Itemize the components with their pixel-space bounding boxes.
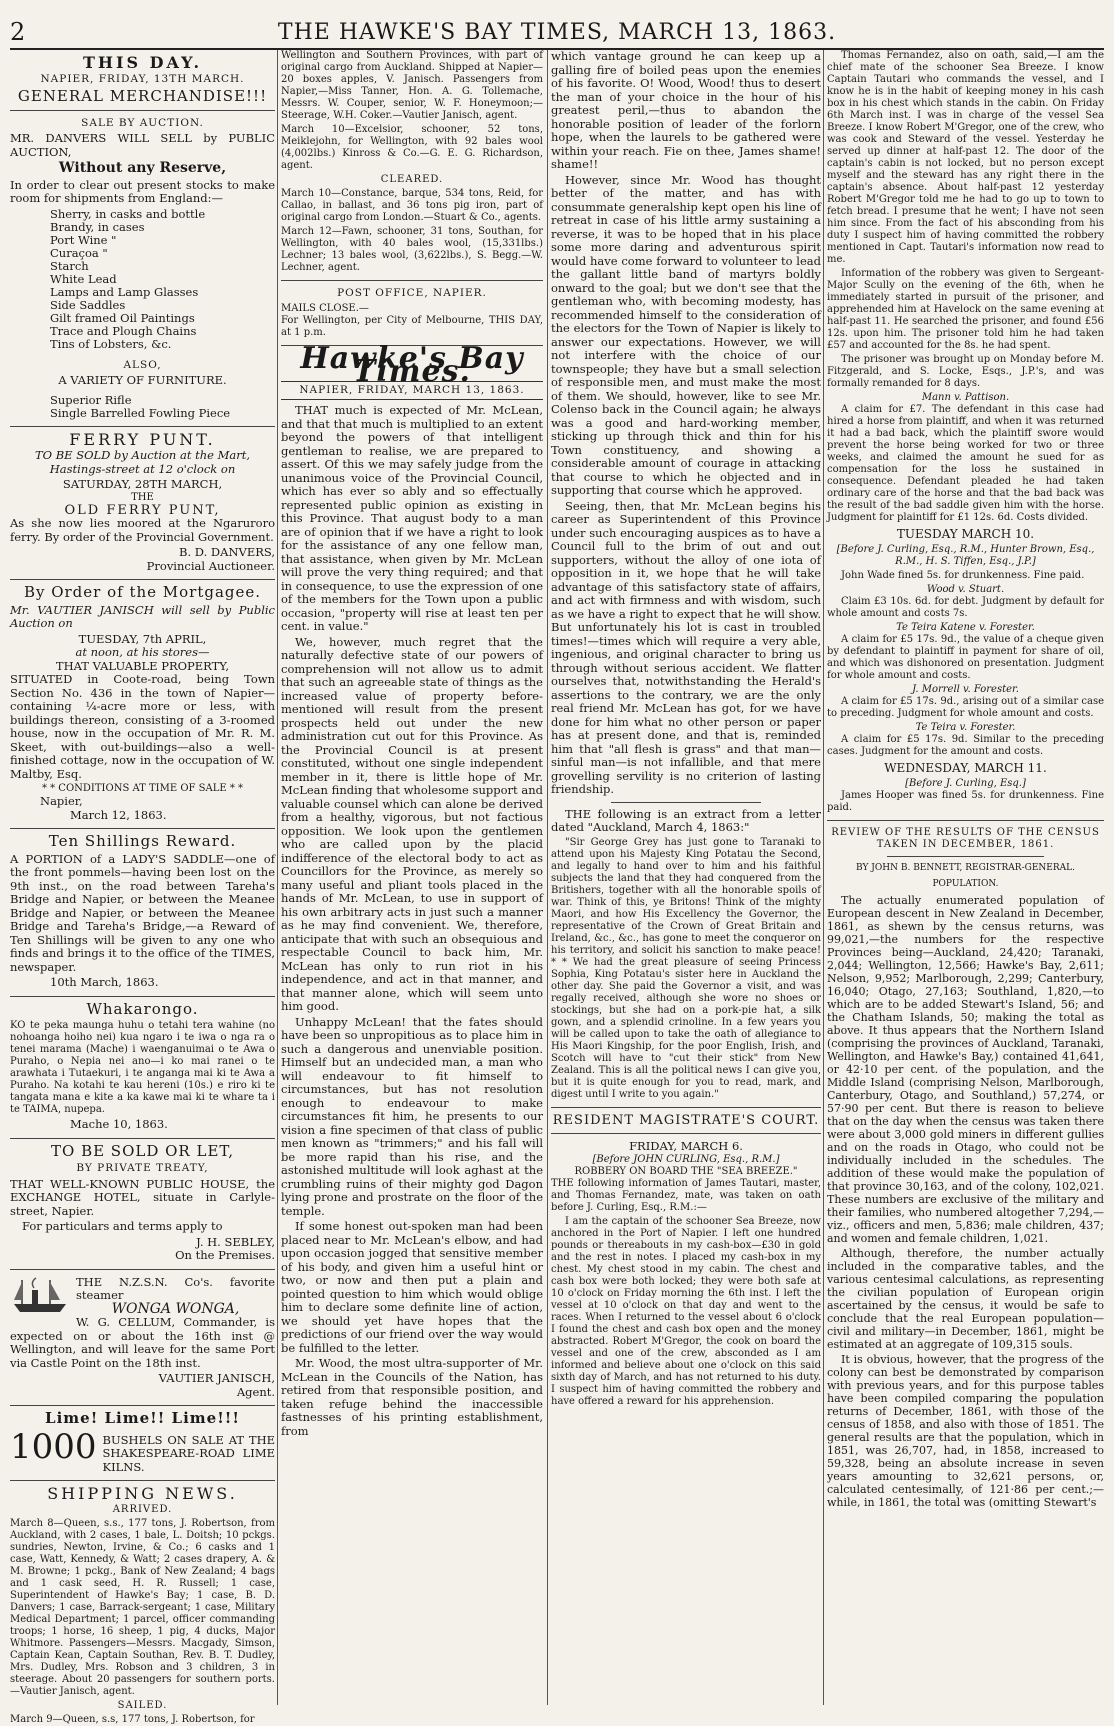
- ferry-punt-heading: FERRY PUNT.: [69, 429, 216, 449]
- wednesday-before: [Before J. Curling, Esq.]: [905, 778, 1026, 789]
- constance-entry: March 10—Constance, barque, 534 tons, Reid, for Callao, in ballast, and 36 tons pig iron, part of original cargo from London.—Stuart & Co., agents.: [281, 188, 543, 223]
- editorial-paragraph: which vantage ground he can keep up a galling fire of boiled peas upon the enemies of his favorite. O! Wood, Wood! thus to desert the man of your choice in the hour of his greatest peril,—thus to abandon the honorable position of leader of the forlorn hope, when the laurels to be gathered were within your reach. Fie on thee, James shame! shame!!: [551, 49, 821, 171]
- case-title: Te Teira Katene v. Forester.: [896, 622, 1035, 633]
- divider: [10, 1405, 275, 1406]
- case-title: Mann v. Pattison.: [921, 392, 1010, 403]
- case-text: A claim for £7. The defendant in this case had hired a horse from plaintiff, and when it was returned it had a bad back, which the plaintiff swore would prevent the horse being worked for two or three weeks, and claimed the amount he sued for as compensation for the loss he sustained in consequence. Defendant pleaded he had taken ordinary care of the horse and that the bad back was the result of the bad saddle given him with the horse. Judgment for plaintiff for £1 12s. 6d. Costs divided.: [827, 404, 1104, 523]
- mortgagee-date: TUESDAY, 7th APRIL,: [78, 631, 207, 646]
- whakarongo-date: Mache 10, 1863.: [70, 1117, 168, 1131]
- let-signature: J. H. SEBLEY,: [196, 1234, 275, 1249]
- list-item: Superior Rifle: [50, 392, 132, 407]
- letter-extract: "Sir George Grey has just gone to Taranaki to attend upon his Majesty King Potatau the Second, and legally to hand over to him and his faithful subjects the land that they had conquered from the Britishers, together with all the honorable spoils of war. Think of this, ye Britons! Think of the mighty Maori, and how His Excellency the Governor, the representative of the Crown of Great Britain and Ireland, &c., &c., has gone to meet the conqueror on his territory, and solicit his sanction to make peace! * * We had the great pleasure of seeing Princess Sophia, King Potatau's sister here in Auckland the other day. She paid the Governor a visit, and was regally received, although she wore no shoes or stockings, but she had on a pork-pie hat, a silk gown, and a splendid crinoline. In a few years you will be called upon to take the oath of allegiance to His Maori Kingship, for the poor English, Irish, and Scotch will have to "cut their stick" from New Zealand. This is all the political news I can give you, but it is quite enough for you to read, mark, and digest until I write to you again.": [551, 836, 821, 1100]
- editorial-paragraph: If some honest out-spoken man had been placed near to Mr. McLean's elbow, and had upon occasion jogged that sensitive member of his body, and given him a useful hint or two, or now and then put a plain and pointed question to him which would oblige him to declare some definite line of action, we should yet have hopes that the predictions of our friend over the way would be fulfilled to the letter.: [281, 1219, 543, 1355]
- ferry-date: SATURDAY, 28TH MARCH,: [62, 477, 223, 491]
- court-testimony: The prisoner was brought up on Monday before M. Fitzgerald, and S. Locke, Esqs., J.P.'s, and was formally remanded for 8 days.: [827, 354, 1104, 389]
- reward-heading: Ten Shillings Reward.: [48, 832, 237, 850]
- editorial-paragraph: However, since Mr. Wood has thought better of the matter, and has with consummate generalship kept open his line of retreat in case of his little army sustaining a reverse, it was to be hoped that in his place some more daring and adventurous spirit would have come forward to volunteer to lead the gallant little band of martyrs boldly onward to the goal; but we don't see that the gentleman who, with becoming modesty, has recommended himself to the consideration of the electors for the Town of Napier is likely to answer our expectations. However, we will not interfere with the choice of our townspeople; they have but a small selection of responsible men, and must make the most of them. We should, however, like to see Mr. Colenso back in the Council again; he always was a good and hard-working member, sticking up through thick and thin for his Town constituency, and showing a considerable amount of courage in attacking that course to which he objected and in supporting that course which he approved.: [551, 172, 821, 497]
- whakarongo-text: KO te peka maunga huhu o tetahi tera wahine (no nohoanga hoiho nei) kua ngaro i te iwa o nga ra o tenei marama (Mache) i waenganuimai o te Awa o Puraho, o Nepia nei ano—i ko mai ranei o te arawhata i Tutaekuri, i te anganga mai ki te Awa a Puraho. Na kotahi te kau hereni (10s.) e riro ki te tangata mana e kite a ka kawe mai ki te whare ta i te TAIMA, nupepa.: [10, 1020, 275, 1115]
- court-before: [Before JOHN CURLING, Esq., R.M.]: [592, 1153, 780, 1165]
- mortgagee-time: at noon, at his stores—: [75, 645, 210, 659]
- property-text: SITUATED in Coote-road, being Town Section No. 436 in the town of Napier—containing ¼-acre more or less, with buildings thereon, consisting of a 3-roomed house, now in the occupation of Mr. R. M. Skeet, with out-buildings—also a well-finished cottage, now in the occupation of W. Maltby, Esq.: [10, 672, 275, 781]
- divider: [10, 1480, 275, 1481]
- napier-date: March 12, 1863.: [70, 807, 167, 822]
- tuesday-before: [Before J. Curling, Esq., R.M., Hunter Brown, Esq., R.M., H. S. Tiffen, Esq., J.P.]: [836, 544, 1095, 567]
- arrived-label: ARRIVED.: [112, 1503, 173, 1515]
- sale-by-auction: SALE BY AUCTION.: [81, 116, 204, 129]
- case-title: Wood v. Stuart.: [926, 584, 1005, 595]
- without-reserve: Without any Reserve,: [58, 160, 227, 176]
- shipping-text: March 8—Queen, s.s., 177 tons, J. Robertson, from Auckland, with 2 cases, 1 bale, L. Doitsh; 10 pckgs. sundries, Newton, Irvine, & Co.; 6 casks and 1 case, Watt, Kennedy, & Watt; 2 cases drapery, A. & M. Browne; 1 pckg., Bank of New Zealand; 4 bags and 1 cask seed, H. R. Russell; 1 case, Superintendent of Hawke's Bay; 1 case, B. D. Danvers; 1 case, Barrack-sergeant; 1 case, Military Medical Department; 1 parcel, officer commanding troops; 1 horse, 16 sheep, 1 pig, 4 ducks, Major Whitmore. Passengers—Messrs. Macgady, Simson, Captain Kean, Captain Southan, Rev. B. T. Dudley, Mrs. Dudley, Mrs. Robson and 3 children, 3 in steerage. About 20 passengers for southern ports.—Vautier Janisch, agent.: [10, 1517, 275, 1697]
- this-day-heading: THIS DAY.: [82, 53, 203, 72]
- steamer-signature-title: Agent.: [236, 1384, 275, 1399]
- danvers-intro: MR. DANVERS WILL SELL by PUBLIC AUCTION,: [10, 131, 275, 159]
- list-item: Lamps and Lamp Glasses: [50, 284, 199, 299]
- ferry-text: As she now lies moored at the Ngaruroro ferry. By order of the Provincial Government.: [10, 516, 275, 544]
- editorial-paragraph: We, however, much regret that the naturally defective state of our powers of comprehension will not allow us to admit that such an agreeable state of things as the increased value of property before-mentioned will result from the present prospects held out under the new administration cut out for this Province. As the Provincial Council is at present constituted, without one single independent member in it, there is little hope of Mr. McLean finding that wholesome support and valuable counsel which can alone be derived from a healthy, vigorous, but not factious opposition. We look upon the gentlemen who are called upon by the placid indifference of the electoral body to act as Councillors for the Province, as merely so many useful and pliant tools placed in the hands of Mr. McLean, to use in support of his own arbitrary acts in just such a manner as he may find convenient. We, therefore, anticipate that with such an obsequious and respectable Council to back him, Mr. McLean has only to run riot in his independence, and act in that manner, and that manner alone, which will seem unto him good.: [281, 634, 543, 1013]
- case-text: A claim for £5 17s. 9d., arising out of a similar case to preceding. Judgment for whole amount and costs.: [827, 696, 1104, 719]
- let-signature-title: On the Premises.: [175, 1248, 275, 1262]
- column-4: [827, 50, 1104, 1705]
- divider: [10, 996, 275, 997]
- divider: [10, 1269, 275, 1270]
- court-testimony: Thomas Fernandez, also on oath, said,—I am the chief mate of the schooner Sea Breeze. I know Captain Tautari who commands the vessel, and I know he is in the habit of keeping money in his cash box in his chest which stands in the cabin. On Friday 6th March inst. I was in charge of the vessel Sea Breeze. I know Robert M'Gregor, one of the crew, who was cook and Steward of the vessel. Yesterday he served up dinner at half-past 12. The door of the captain's cabin is not locked, but no person except myself and the steward has any right there in the captain's absence. About half-past 12 yesterday Robert M'Gregor told me he had to go up to town to fetch bread. I presume that he went; I have not seen him since. From the fact of his absconding from his duty I suspect him of having committed the robbery mentioned in Capt. Tautari's information now read to me.: [827, 50, 1104, 265]
- shipping-continued: Wellington and Southern Provinces, with part of original cargo from Auckland. Shipped at Napier—20 boxes apples, V. Janisch. Passengers from Napier,—Miss Tanner, Hon. A. G. Tollemache, Messrs. W. Couper, senior, W. F. Honeymoon;—Steerage, W.H. Coker.—Vautier Janisch, agent.: [281, 50, 543, 121]
- masthead: [0, 18, 1114, 48]
- divider: [10, 1138, 275, 1139]
- column-divider: [277, 50, 278, 1705]
- private-treaty: BY PRIVATE TREATY,: [76, 1162, 209, 1174]
- ferry-signature-title: Provincial Auctioneer.: [146, 558, 275, 573]
- case-title: Te Teira v. Forester.: [915, 722, 1016, 733]
- case-text: Claim £3 10s. 6d. for debt. Judgment by default for whole amount and costs 7s.: [827, 596, 1104, 619]
- editorial-paragraph: Seeing, then, that Mr. McLean begins his career as Superintendent of this Province under such encouraging auspices as to have a Council full to the brim of out and out supporters, without the alloy of one iota of opposition in it, we hope that he will take advantage of this satisfactory state of affairs, and act with firmness and with wisdom, such as we have a right to expect that he will show. But unfortunately his lot is cast in troubled times!—times which will require a very able, ingenious, and original character to bring us through without serious accident. We flatter ourselves that, notwithstanding the Herald's assertions to the contrary, we are the only real friend Mr. McLean has got, for we have done for him what no other person or paper has at present done, and that is, reminded him that "all flesh is grass" and that man—sinful man—is not infallible, and that mere grovelling servility is no criterion of lasting friendship.: [551, 498, 821, 796]
- lime-text: BUSHELS ON SALE AT THE SHAKESPEARE-ROAD LIME KILNS.: [102, 1432, 275, 1474]
- ferry-name: OLD FERRY PUNT,: [64, 502, 221, 518]
- ferry-signature: B. D. DANVERS,: [179, 545, 275, 559]
- steamship-icon: [10, 1276, 70, 1316]
- divider: [10, 828, 275, 829]
- court-case-title: ROBBERY ON BOARD THE "SEA BREEZE.": [574, 1165, 798, 1177]
- mortgagee-intro: Mr. VAUTIER JANISCH will sell by Public Auction on: [10, 602, 275, 630]
- fawn-entry: March 12—Fawn, schooner, 31 tons, Southan, for Wellington, with 40 bales wool, (15,331lbs.) Lechner; 13 bales wool, (3,622lbs.), S. Begg.—W. Lechner, agent.: [281, 226, 543, 273]
- general-merchandise-heading: GENERAL MERCHANDISE!!!: [17, 87, 268, 105]
- lime-number: 1000: [10, 1426, 97, 1467]
- list-item: Gilt framed Oil Paintings: [50, 310, 195, 325]
- whakarongo-heading: Whakarongo.: [86, 999, 199, 1018]
- mortgagee-heading: By Order of the Mortgagee.: [23, 583, 262, 601]
- ferry-the: THE: [131, 491, 154, 503]
- census-paragraph: The actually enumerated population of European descent in New Zealand in December, 1861, as shewn by the census returns, was 99,021,—the numbers for the respective Provinces being—Auckland, 24,420; Taranaki, 2,044; Wellington, 12,566; Hawke's Bay, 2,611; Nelson, 9,952; Marlborough, 2,299; Canterbury, 16,040; Otago, 27,163; Southland, 1,820,—to which are to be added Stewart's Island, 56; and the Chatham Islands, 50; making the total as above. It thus appears that the Northern Island (comprising the provinces of Auckland, Taranaki, Wellington, and Hawke's Bay,) contained 41,641, or 42·10 per cent. of the population, and the Middle Island (comprising Nelson, Marlborough, Canterbury, Otago, and Southland,) 57,274, or 57·90 per cent. But there is reason to believe that on the day when the census was taken there were about 3,000 gold miners in different gullies and on the roads in Otago, who could not be individually included in the schedules. The addition of these would make the population of that province 30,163, and of the colony, 102,021. These numbers are exclusive of the military and their families, who numbered altogether 7,294,—viz., officers and men, 5,836; male children, 437; and women and female children, 1,021.: [827, 894, 1104, 1245]
- reward-text: A PORTION of a LADY'S SADDLE—one of the front pommels—having been lost on the 9th inst., on the road between Tareha's Bridge and Napier, or between the Meanee Bridge and Napier, or between the Meanee Bridge and Tareha's Bridge,—a Reward of Ten Shillings will be given to any one who finds and brings it to the office of the TIMES, newspaper.: [10, 851, 275, 974]
- reserve-text: In order to clear out present stocks to make room for shipments from England:—: [10, 177, 275, 205]
- editorial-paragraph: Unhappy McLean! that the fates should have been so unpropitious as to place him in such a dangerous and unenviable position. Himself but an undecided man, a man who will endeavour to fit himself to circumstances, but has not resolution enough to endeavour to make circumstances fit him, he presents to our vision a fine specimen of that class of public men known as "trimmers;" and his fall will be more rapid than his rise, and the astonished multitude will look aghast at the crumbling ruins of their mighty god Dagon lying prone and prostrate on the floor of the temple.: [281, 1014, 543, 1218]
- divider: [887, 856, 1044, 857]
- steamer-heading: THE N.Z.S.N. Co's. favorite steamer: [76, 1274, 275, 1302]
- steamer-name: WONGA WONGA,: [111, 1300, 240, 1317]
- case-text: A claim for £5 17s. 9d., the value of a cheque given by defendant to plaintiff in payment for share of oil, and which was dishonored on presentation. Judgment for whole amount and costs.: [827, 634, 1104, 681]
- extract-intro: THE following is an extract from a letter dated "Auckland, March 4, 1863:": [551, 806, 821, 834]
- post-office-heading: POST OFFICE, NAPIER.: [337, 287, 487, 299]
- tuesday-heading: TUESDAY MARCH 10.: [896, 527, 1035, 541]
- mails-text: For Wellington, per City of Melbourne, THIS DAY, at 1 p.m.: [281, 314, 543, 338]
- ferry-sold: TO BE SOLD by Auction at the Mart, Hastings-street at 12 o'clock on: [34, 448, 251, 476]
- column-2: [281, 50, 543, 1705]
- conditions: * * CONDITIONS AT TIME OF SALE * *: [41, 783, 244, 794]
- list-item: Tins of Lobsters, &c.: [50, 336, 172, 351]
- column-divider: [547, 50, 548, 1705]
- list-item: Curaçoa ": [50, 245, 108, 260]
- case-title: J. Morrell v. Forester.: [912, 684, 1019, 695]
- case-text: John Wade fined 5s. for drunkenness. Fine paid.: [841, 570, 1085, 581]
- steamer-signature: VAUTIER JANISCH,: [158, 1371, 275, 1385]
- furniture-label: A VARIETY OF FURNITURE.: [58, 373, 227, 387]
- divider: [281, 280, 543, 281]
- divider: [611, 802, 761, 803]
- steamer-text: W. G. CELLUM, Commander, is expected on or about the 16th inst @ Wellington, and will leave for the same Port via Castle Point on the 18th inst.: [10, 1315, 275, 1370]
- editorial-paragraph: Mr. Wood, the most ultra-supporter of Mr. McLean in the Councils of the Nation, has retired from that responsible position, and taken refuge behind the inaccessible fastnesses of his printing establishment, from: [281, 1356, 543, 1438]
- wednesday-heading: WEDNESDAY, MARCH 11.: [884, 761, 1047, 775]
- steamer-ad: [10, 1276, 275, 1317]
- column-1: [10, 50, 275, 1725]
- court-date: FRIDAY, MARCH 6.: [629, 1139, 743, 1153]
- let-text: THAT WELL-KNOWN PUBLIC HOUSE, the EXCHANGE HOTEL, situate in Carlyle-street, Napier.: [10, 1176, 275, 1218]
- list-item: Single Barrelled Fowling Piece: [50, 405, 231, 420]
- reward-date: 10th March, 1863.: [50, 975, 159, 989]
- court-testimony: I am the captain of the schooner Sea Breeze, now anchored in the Port of Napier. I left one hundred pounds or thereabouts in my cash-box—£30 in gold and the rest in notes. I placed my cash-box in my chest. My chest stood in my cabin. The chest and cash box were both locked; they were both safe at 10 o'clock on Friday morning the 6th inst. I left the vessel at 10 o'clock on that day and went to the races. When I returned to the vessel about 6 o'clock I found the chest and cash box open and the money abstracted. Robert M'Gregor, the cook on board the vessel and one of the crew, absconded as I am informed and believe about one o'clock on this said sixth day of March, and has not returned to his duty. I suspect him of having committed the robbery and have offered a reward for his apprehension.: [551, 1215, 821, 1407]
- column-divider: [823, 50, 824, 1705]
- census-paragraph: It is obvious, however, that the progress of the colony can best be demonstrated by comparison with previous years, and for this purpose tables have been compiled comparing the population returns of December, 1861, with those of the census of 1858, and also with those of 1851. The general results are that the population, which in 1851, was 26,707, had, in 1858, increased to 59,328, being an absolute increase in seven years amounting to 32,621 persons, or, calculated centesimally, of 121·86 per cent.;—while, in 1861, the total was (omitting Stewart's: [827, 1353, 1104, 1509]
- census-heading: REVIEW OF THE RESULTS OF THE CENSUS TAKEN IN DECEMBER, 1861.: [831, 827, 1100, 850]
- shipping-news-heading: SHIPPING NEWS.: [47, 1484, 238, 1503]
- mails-close: MAILS CLOSE.—: [281, 302, 369, 314]
- case-text: James Hooper was fined 5s. for drunkenness. Fine paid.: [827, 790, 1104, 813]
- editorial-paragraph: THAT much is expected of Mr. McLean, and that that much is multiplied to an extent beyond the powers of that intelligent gentleman to realise, we are prepared to assert. Of this we may safely judge from the unanimous voice of the Provincial Council, which has ever so ably and so effectually represented public opinion as existing in this Province. That august body to a man are of opinion that if we have a right to look for the assistance of any one fellow man, that assistance, when given by Mr. McLean will prove the very thing required; and that in consequence, to use the expression of one of the members for the Town upon a public occasion, "property will rise at least ten per cent. in value.": [281, 403, 543, 633]
- paper-title: THE HAWKE'S BAY TIMES, MARCH 13, 1863.: [277, 20, 837, 45]
- list-item: Port Wine ": [50, 232, 117, 247]
- divider: [10, 579, 275, 580]
- lime-ad: [10, 1426, 275, 1475]
- also-label: ALSO,: [123, 358, 162, 371]
- excelsior-entry: March 10—Excelsior, schooner, 52 tons, Meiklejohn, for Wellington, with 92 bales wool (4,002lbs.) Kinross & Co.—G. E. G. Richardson, agent.: [281, 124, 543, 171]
- case-text: A claim for £5 17s. 9d. Similar to the preceding cases. Judgment for the amount and costs.: [827, 734, 1104, 757]
- cleared-label: CLEARED.: [380, 174, 444, 185]
- sailed-text: March 9—Queen, s.s, 177 tons, J. Robertson, for: [10, 1713, 255, 1725]
- newspaper-nameplate: Hawke's Bay Times.: [300, 340, 524, 389]
- lime-heading: Lime! Lime!! Lime!!!: [45, 1409, 240, 1427]
- court-info: THE following information of James Tautari, master, and Thomas Fernandez, mate, was taken on oath before J. Curling, Esq., R.M.:—: [551, 1177, 821, 1213]
- list-item: Trace and Plough Chains: [50, 323, 197, 338]
- rifles-list: [10, 394, 275, 420]
- census-paragraph: Although, therefore, the number actually included in the comparative tables, and the various centesimal calculations, as representing the civilian population of European origin ascertained by the census, it would be safe to conclude that the real European population—civil and military—in December, 1861, might be estimated at an aggregate of 109,315 souls.: [827, 1247, 1104, 1351]
- list-item: Side Saddles: [50, 297, 126, 312]
- divider: [10, 110, 275, 111]
- napier-place: Napier,: [40, 794, 83, 808]
- sold-or-let-heading: TO BE SOLD OR LET,: [51, 1141, 234, 1160]
- editorial-dateline: NAPIER, FRIDAY, MARCH 13, 1863.: [281, 381, 543, 401]
- list-item: Brandy, in cases: [50, 219, 145, 234]
- divider: [551, 1133, 821, 1134]
- let-apply: For particulars and terms apply to: [22, 1219, 223, 1233]
- court-heading: RESIDENT MAGISTRATE'S COURT.: [552, 1112, 820, 1128]
- list-item: Sherry, in casks and bottle: [50, 206, 206, 221]
- sailed-label: SAILED.: [117, 1699, 168, 1711]
- divider: [551, 1107, 821, 1108]
- census-byline: BY JOHN B. BENNETT, REGISTRAR-GENERAL.: [856, 863, 1075, 873]
- column-3: [551, 50, 821, 1705]
- list-item: White Lead: [50, 271, 117, 286]
- divider: [827, 820, 1104, 821]
- divider: [10, 426, 275, 427]
- goods-list: [10, 208, 275, 351]
- property-heading: THAT VALUABLE PROPERTY,: [55, 658, 230, 673]
- dateline: NAPIER, FRIDAY, 13TH MARCH.: [40, 72, 245, 85]
- list-item: Starch: [50, 258, 89, 273]
- page-number: 2: [10, 18, 26, 46]
- court-testimony: Information of the robbery was given to Sergeant-Major Scully on the evening of the 6th, when he immediately started in pursuit of the prisoner, and apprehended him at Havelock on the same evening at half-past 11. He searched the prisoner, and found £56 12s. upon him. The prisoner told him he had taken £57 and accounted for the 8s. he had spent.: [827, 268, 1104, 351]
- population-heading: POPULATION.: [932, 879, 999, 889]
